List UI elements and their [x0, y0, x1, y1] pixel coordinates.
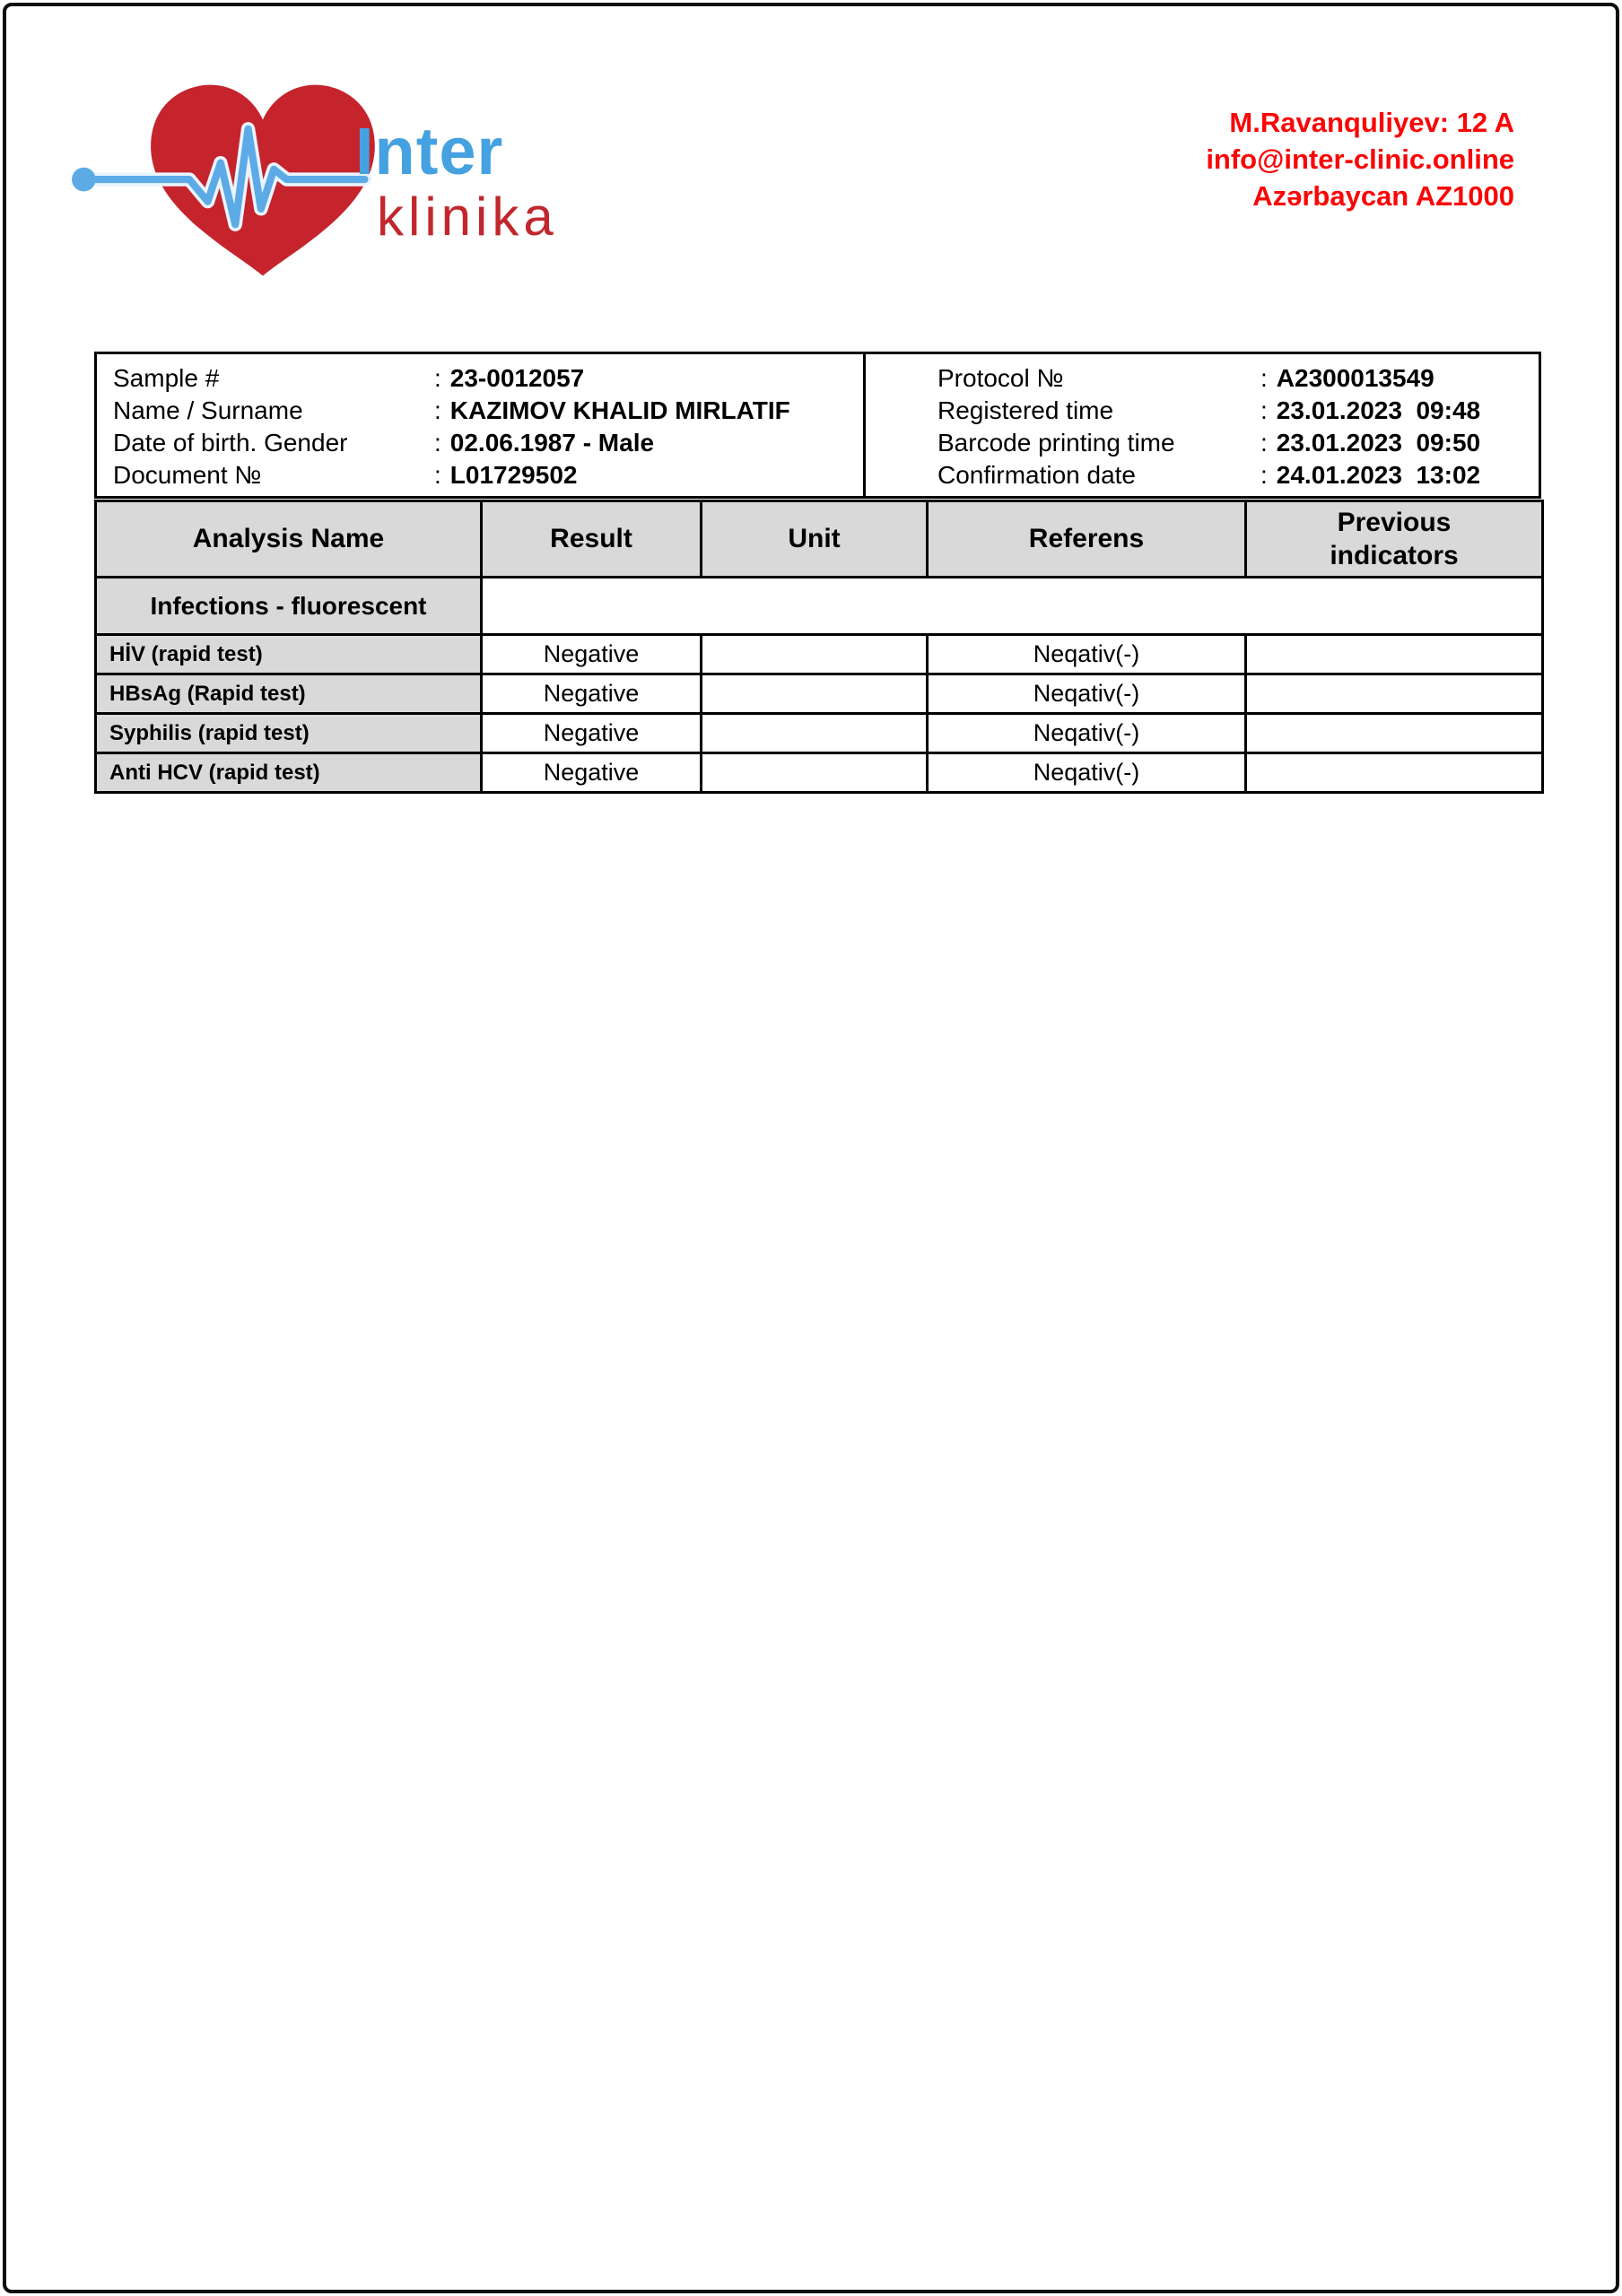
analysis-name: HİV (rapid test): [96, 635, 482, 674]
info-field-name-surname: [113, 395, 863, 427]
unit-value: [702, 714, 928, 753]
info-field-barcode-time: [937, 427, 1539, 459]
field-label: Sample #: [113, 364, 220, 392]
section-spacer: [482, 578, 1543, 635]
table-row-hbsag: [96, 674, 1543, 714]
field-separator: :: [1260, 461, 1268, 489]
unit-value: [702, 635, 928, 674]
column-header-unit: Unit: [702, 501, 928, 578]
column-header-previous-indicators: [1246, 501, 1543, 578]
table-row-anti-hcv: [96, 753, 1543, 793]
info-field-sample: [113, 362, 863, 395]
field-value: 24.01.2023 13:02: [1276, 461, 1481, 489]
table-row-syphilis: [96, 714, 1543, 753]
field-value: L01729502: [449, 461, 578, 489]
field-separator: :: [434, 461, 441, 489]
field-value: 23.01.2023 09:48: [1276, 396, 1481, 424]
field-value: A2300013549: [1276, 364, 1435, 392]
clinic-contact-block: [1206, 104, 1514, 214]
results-header-row: [96, 501, 1543, 578]
heart-ekg-icon: [70, 61, 382, 292]
brand-wordmark: [355, 114, 642, 247]
patient-info-right: [866, 354, 1539, 496]
result-value: Negative: [482, 714, 702, 753]
unit-value: [702, 753, 928, 793]
field-label: Name / Surname: [113, 396, 303, 424]
referens-value: Neqativ(-): [928, 753, 1246, 793]
result-value: Negative: [482, 674, 702, 714]
brand-name-top: Inter: [355, 114, 504, 188]
field-value: 23.01.2023 09:50: [1276, 429, 1481, 457]
referens-value: Neqativ(-): [928, 635, 1246, 674]
column-header-previous-indicators-label: Previous indicators: [1330, 508, 1459, 570]
info-field-document: [113, 459, 863, 491]
table-row-hiv: [96, 635, 1543, 674]
field-label: Confirmation date: [937, 461, 1137, 489]
analysis-name: HBsAg (Rapid test): [96, 674, 482, 714]
results-table: [94, 500, 1544, 794]
column-header-result: Result: [482, 501, 702, 578]
field-separator: :: [1260, 429, 1268, 457]
result-value: Negative: [482, 635, 702, 674]
field-label: Registered time: [937, 396, 1114, 424]
referens-value: Neqativ(-): [928, 714, 1246, 753]
field-value: 02.06.1987 - Male: [449, 429, 655, 457]
referens-value: Neqativ(-): [928, 674, 1246, 714]
contact-country-line: Azərbaycan AZ1000: [1252, 180, 1514, 212]
column-header-analysis-name: Analysis Name: [96, 501, 482, 578]
analysis-name: Syphilis (rapid test): [96, 714, 482, 753]
field-value: KAZIMOV KHALID MIRLATIF: [449, 396, 790, 424]
field-separator: :: [434, 364, 441, 392]
previous-value: [1246, 674, 1543, 714]
previous-value: [1246, 753, 1543, 793]
brand-name-bottom: klinika: [377, 187, 558, 247]
patient-info-box: [94, 352, 1541, 499]
page-border: [3, 3, 1619, 2293]
info-field-confirmation-date: [937, 459, 1539, 491]
info-field-registered-time: [937, 395, 1539, 427]
previous-value: [1246, 714, 1543, 753]
field-label: Barcode printing time: [937, 429, 1175, 457]
field-separator: :: [434, 396, 441, 424]
field-separator: :: [1260, 396, 1268, 424]
section-row: [96, 578, 1543, 635]
field-label: Protocol №: [937, 364, 1064, 392]
field-value: 23-0012057: [449, 364, 585, 392]
section-title: Infections - fluorescent: [96, 578, 482, 635]
unit-value: [702, 674, 928, 714]
patient-info-left: [97, 354, 866, 496]
field-label: Date of birth. Gender: [113, 429, 348, 457]
field-label: Document №: [113, 461, 262, 489]
field-separator: :: [1260, 364, 1268, 392]
column-header-referens: Referens: [928, 501, 1246, 578]
result-value: Negative: [482, 753, 702, 793]
contact-email-line: info@inter-clinic.online: [1206, 144, 1514, 175]
info-field-birth-gender: [113, 427, 863, 459]
analysis-name: Anti HCV (rapid test): [96, 753, 482, 793]
field-separator: :: [434, 429, 441, 457]
info-field-protocol: [937, 362, 1539, 395]
previous-value: [1246, 635, 1543, 674]
contact-address-line: M.Ravanquliyev: 12 A: [1229, 107, 1514, 138]
